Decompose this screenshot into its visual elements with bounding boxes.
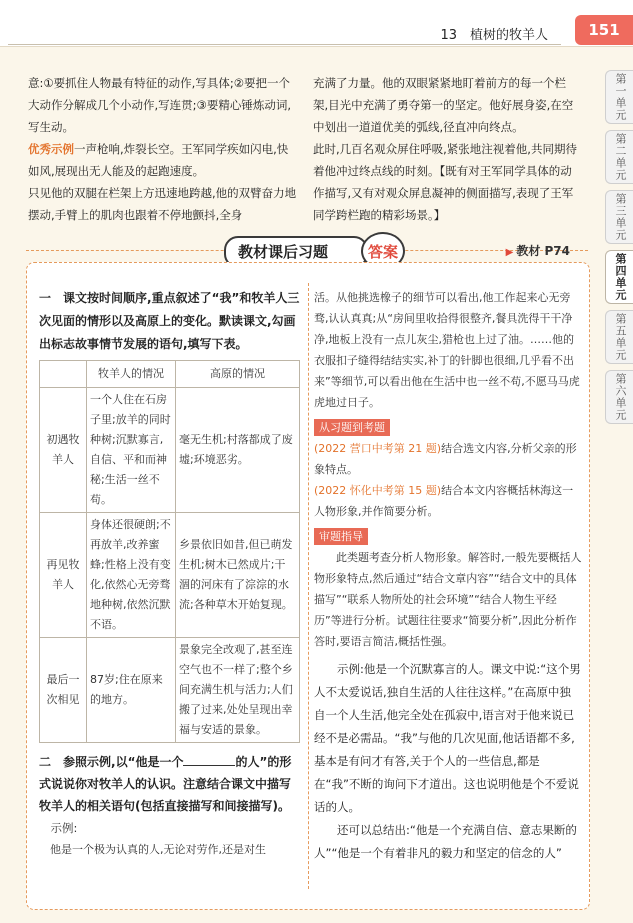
plateau-cell: 毫无生机;村落都成了废墟;环境恶劣。	[176, 388, 300, 513]
textbook-ref	[506, 242, 570, 259]
writing-tips: 意:①要抓住人物最有特征的动作,写具体;②要把一个大动作分解成几个小动作,写连贯;③要精心锤炼动词,写生动。	[28, 76, 291, 134]
exam-question-2	[314, 480, 582, 522]
guide-label: 审题指导	[314, 528, 368, 545]
question-2-text-before: 参照示例,以“他是一个	[63, 755, 184, 769]
question-2	[39, 751, 302, 817]
example-label-2: 示例:	[50, 821, 78, 835]
tab-unit-5[interactable]: 第五单元	[605, 310, 633, 364]
row-label: 最后一次相见	[40, 638, 87, 743]
answer-continuation: 活。从他挑选橡子的细节可以看出,他工作起来心无旁骛,认认真真;从“房间里收拾得很整齐,餐具洗得干干净净,地板上没有一点儿灰尘,猎枪也上过了油。……他的衣服扣子缝得结结实实,补丁的针脚也很细,几乎看不出来”等细节,可以看出他在生活中也一丝不苟,不愿马马虎虎地过日子。	[314, 291, 580, 409]
textbook-ref-text: 教材 P74	[516, 244, 570, 258]
exam-text-2: 结合本文内容概括林海这一人物形象,并作简要分析。	[314, 484, 574, 518]
table-row	[40, 638, 300, 743]
exam-source-1: (2022 营口中考第 21 题)	[314, 442, 442, 455]
top-right-text	[313, 72, 581, 226]
fill-blank	[183, 765, 235, 766]
shepherd-cell: 87岁;住在原来的地方。	[87, 638, 176, 743]
right-column	[314, 287, 582, 865]
triangle-icon: ▶	[505, 247, 514, 258]
row-label: 再见牧羊人	[40, 513, 87, 638]
question-1	[39, 287, 302, 356]
section-title: 教材课后习题	[224, 236, 368, 268]
plateau-cell: 景象完全改观了,甚至连空气也不一样了;整个乡间充满生机与活力;人们搬了过来,处处呈现出幸福与安适的景象。	[176, 638, 300, 743]
table-row	[40, 513, 300, 638]
table-corner	[40, 361, 87, 388]
page-header	[0, 0, 633, 47]
row-label: 初遇牧羊人	[40, 388, 87, 513]
table-header-row	[40, 361, 300, 388]
plateau-cell: 乡景依旧如昔,但已萌发生机;树木已然成片;干涸的河床有了淙淙的水流;各种草木开始复现。	[176, 513, 300, 638]
excellent-example	[28, 138, 298, 182]
exam-text-1: 结合选文内容,分析父亲的形象特点。	[314, 442, 577, 476]
shepherd-cell: 身体还很硬朗;不再放羊,改养蜜蜂;性格上没有变化,依然心无旁骛地种树,依然沉默不语。	[87, 513, 176, 638]
continued-paragraph: 充满了力量。他的双眼紧紧地盯着前方的每一个栏架,目光中充满了勇夺第一的坚定。他好展身姿,在空中划出一道道优美的弧线,径直冲向终点。	[313, 76, 574, 134]
left-column	[39, 287, 302, 860]
question-1-number: 一	[39, 291, 52, 305]
guide-text: 此类题考查分析人物形象。解答时,一般先要概括人物形象特点,然后通过“结合文章内容”“结合文中的具体描写”“联系人物所处的社会环境”“结合人物生平经历”等进行分析。试题往往要求“简要分析”,因此分析作答时,要语言简洁,概括性强。	[314, 551, 582, 648]
answer-summary: 还可以总结出:“他是一个充满自信、意志果断的人”“他是一个有着非凡的毅力和坚定的信念的人”	[314, 823, 577, 860]
question-2-number: 二	[39, 755, 52, 769]
example-paragraph: 只见他的双腿在栏架上方迅速地跨越,他的双臂奋力地摆动,手臂上的肌肉也跟着不停地颤抖,全身	[28, 186, 297, 222]
shepherd-cell: 一个人住在石房子里;放羊的同时种树;沉默寡言,自信、平和而神秘;生活一丝不苟。	[87, 388, 176, 513]
exam-question-1	[314, 438, 582, 480]
tab-unit-1[interactable]: 第一单元	[605, 70, 633, 124]
top-left-text	[28, 72, 298, 226]
answer-badge: 答案	[361, 232, 405, 270]
page-number: 151	[575, 15, 633, 45]
tab-unit-6[interactable]: 第六单元	[605, 370, 633, 424]
example-text-2: 他是一个极为认真的人,无论对劳作,还是对生	[50, 843, 266, 856]
answers-box	[26, 262, 590, 910]
example-label: 优秀示例	[28, 142, 74, 156]
exam-source-2: (2022 怀化中考第 15 题)	[314, 484, 442, 497]
chapter-title: 13 植树的牧羊人	[440, 28, 548, 43]
header-rule	[8, 44, 561, 45]
question-2-text-after: 的人”的形式说说你对牧羊人的认识。注意结合课文中描写牧羊人的相关语句(包括直接描写和间接描写)。	[39, 755, 292, 813]
tab-unit-4[interactable]: 第四单元	[605, 250, 633, 304]
table-header: 高原的情况	[176, 361, 300, 388]
example-text: 一声枪响,炸裂长空。王军同学疾如闪电,快如风,展现出无人能及的起跑速度。	[28, 142, 289, 178]
table-header: 牧羊人的情况	[87, 361, 176, 388]
answer-table	[39, 360, 300, 743]
audience-paragraph: 此时,几百名观众屏住呼吸,紧张地注视着他,共同期待着他冲过终点线的时刻。【既有对王军同学具体的动作描写,又有对观众屏息凝神的侧面描写,表现了王军同学跨栏跑的精彩场景。】	[313, 142, 577, 222]
tab-unit-3[interactable]: 第三单元	[605, 190, 633, 244]
tab-unit-2[interactable]: 第二单元	[605, 130, 633, 184]
column-divider	[308, 283, 309, 889]
question-1-text: 课文按时间顺序,重点叙述了“我”和牧羊人三次见面的情形以及高原上的变化。默读课文,勾画出标志故事情节发展的语句,填写下表。	[39, 291, 300, 351]
table-row	[40, 388, 300, 513]
exam-label: 从习题到考题	[314, 419, 390, 436]
answer-example: 示例:他是一个沉默寡言的人。课文中说:“这个男人不太爱说话,独自生活的人往往这样。”在高原中独自一个人生活,他完全处在孤寂中,语言对于他来说已经不是必需品。“我”与他的几次见面,他话语都不多,基本是有问才有答,关于个人的一些信息,都是在“我”不断的询问下才道出。这也说明他是个不爱说话的人。	[314, 662, 581, 814]
unit-tabs	[600, 70, 633, 430]
